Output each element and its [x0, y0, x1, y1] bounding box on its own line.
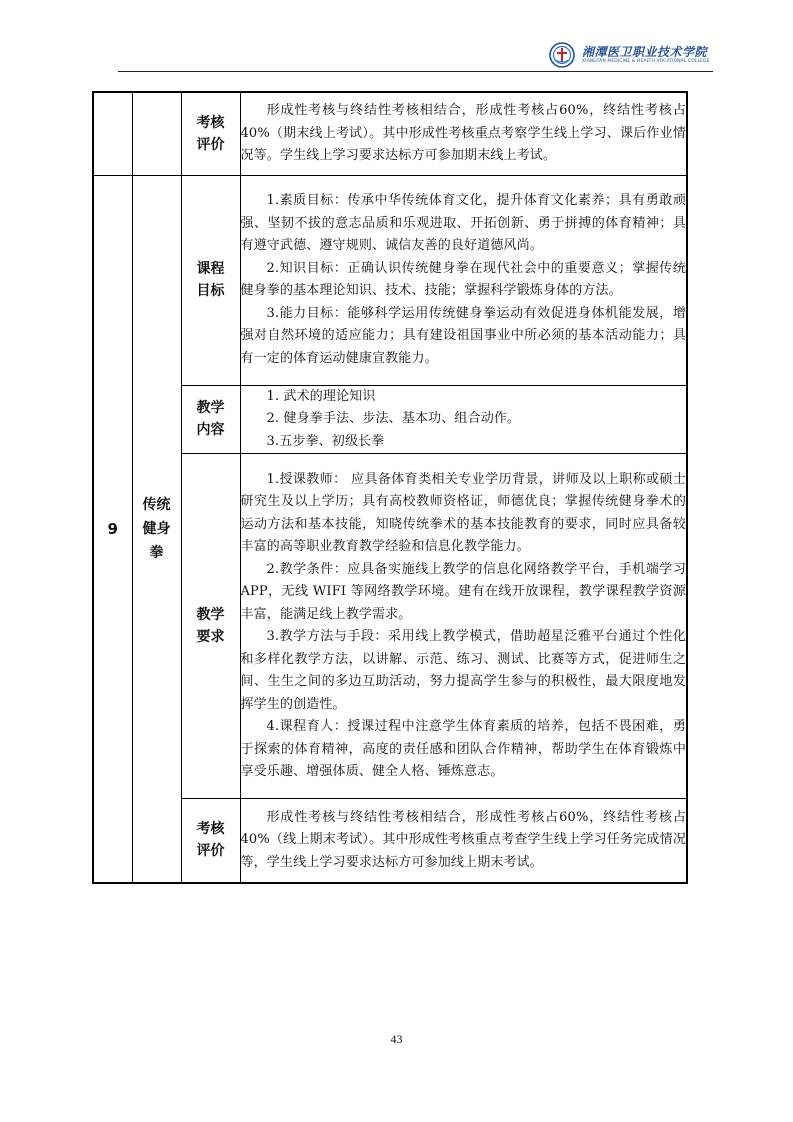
label-line: 目标 — [196, 283, 225, 299]
assessment-label-cell — [181, 92, 240, 175]
course-name-line: 传统 — [142, 496, 171, 513]
table-row-requirements — [93, 454, 687, 799]
list-item: 3.五步拳、初级长拳 — [266, 433, 385, 449]
table-row-content — [93, 385, 687, 454]
content-text — [240, 385, 687, 454]
course-name-line: 拳 — [149, 544, 164, 561]
paragraph: 2.教学条件：应具备实施线上教学的信息化网络教学平台，手机端学习 APP，无线 WIFI 等网络教学环境。建有在线开放课程，教学课程教学资源丰富，能满足线上教学需求。 — [240, 561, 686, 622]
label-line: 要求 — [196, 629, 225, 645]
goals-text — [240, 175, 687, 385]
list-item: 1. 武术的理论知识 — [266, 388, 376, 404]
label-line: 评价 — [196, 136, 225, 153]
curriculum-table — [92, 91, 688, 884]
content-label-cell — [181, 385, 240, 454]
goals-label-cell — [181, 175, 240, 385]
label-line: 教学 — [196, 607, 225, 623]
college-emblem-icon — [548, 42, 576, 68]
paragraph: 形成性考核与终结性考核相结合，形成性考核占60%，终结性考核占 40%（期末线上考试）。其中形成性考核重点考察学生线上学习、课后作业情况等。学生线上学习要求达标方可参加期末线上考试。 — [240, 103, 686, 163]
table-row-assessment — [93, 799, 687, 883]
logo-english-name: XIANGTAN MEDICINE & HEALTH VOCATIONAL COLLEGE — [582, 58, 710, 64]
requirements-text — [240, 454, 687, 799]
paragraph: 3.能力目标：能够科学运用传统健身拳运动有效促进身体机能发展，增强对自然环境的适应能力；具有建设祖国事业中所必须的基本活动能力；具有一定的体育运动健康宣教能力。 — [240, 305, 686, 366]
header-rule — [118, 71, 713, 72]
paragraph: 1.授课教师： 应具备体育类相关专业学历背景，讲师及以上职称或硕士研究生及以上学历；具有高校教师资格证，师德优良；掌握传统健身拳术的运动方法和基本技能，知晓传统拳术的基本技能教育的要求，同时应具备较丰富的高等职业教育教学经验和信息化教学能力。 — [240, 471, 686, 554]
empty-course-cell — [132, 92, 181, 175]
label-line: 内容 — [196, 422, 225, 439]
course-name-line: 健身 — [142, 520, 171, 537]
paragraph: 2.知识目标：正确认识传统健身拳在现代社会中的重要意义；掌握传统健身拳的基本理论知识、技术、技能；掌握科学锻炼身体的方法。 — [240, 260, 686, 298]
table-row-previous-assessment — [93, 92, 687, 175]
empty-number-cell — [93, 92, 132, 175]
paragraph: 1.素质目标：传承中华传统体育文化，提升体育文化素养；具有勇敢顽强、坚韧不拔的意志品质和乐观进取、开拓创新、勇于拼搏的体育精神；具有遵守武德、遵守规则、诚信友善的良好道德风尚。 — [240, 193, 686, 253]
paragraph: 形成性考核与终结性考核相结合，形成性考核占60%，终结性考核占 40%（线上期末考试）。其中形成性考核重点考查学生线上学习任务完成情况等，学生线上学习要求达标方可参加线上期末考试。 — [240, 809, 686, 870]
list-item: 2. 健身拳手法、步法、基本功、组合动作。 — [266, 411, 521, 426]
label-line: 课程 — [196, 261, 225, 277]
label-line: 教学 — [196, 400, 225, 417]
course-name-cell — [132, 175, 181, 883]
assessment-label-cell — [181, 799, 240, 883]
assessment-text — [240, 799, 687, 883]
college-logo — [548, 42, 718, 68]
label-line: 评价 — [196, 843, 225, 860]
logo-chinese-name: 湘潭医卫职业技术学院 — [582, 44, 708, 59]
table-row-goals — [93, 175, 687, 385]
paragraph: 3.教学方法与手段：采用线上教学模式，借助超星泛雅平台通过个性化和多样化教学方法，以讲解、示范、练习、测试、比赛等方式，促进师生之间、生生之间的多边互助活动，努力提高学生参与的积极性，最大限度地发挥学生的创造性。 — [240, 629, 686, 712]
requirements-label-cell — [181, 454, 240, 799]
previous-assessment-text — [240, 92, 687, 175]
row-number: 9 — [93, 175, 132, 883]
label-line: 考核 — [196, 821, 225, 838]
label-line: 考核 — [196, 114, 225, 131]
paragraph: 4.课程育人：授课过程中注意学生体育素质的培养，包括不畏困难，勇于探索的体育精神，高度的责任感和团队合作精神，帮助学生在体育锻炼中享受乐趣、增强体质、健全人格、锤炼意志。 — [240, 719, 686, 779]
page-number: 43 — [390, 1032, 403, 1046]
